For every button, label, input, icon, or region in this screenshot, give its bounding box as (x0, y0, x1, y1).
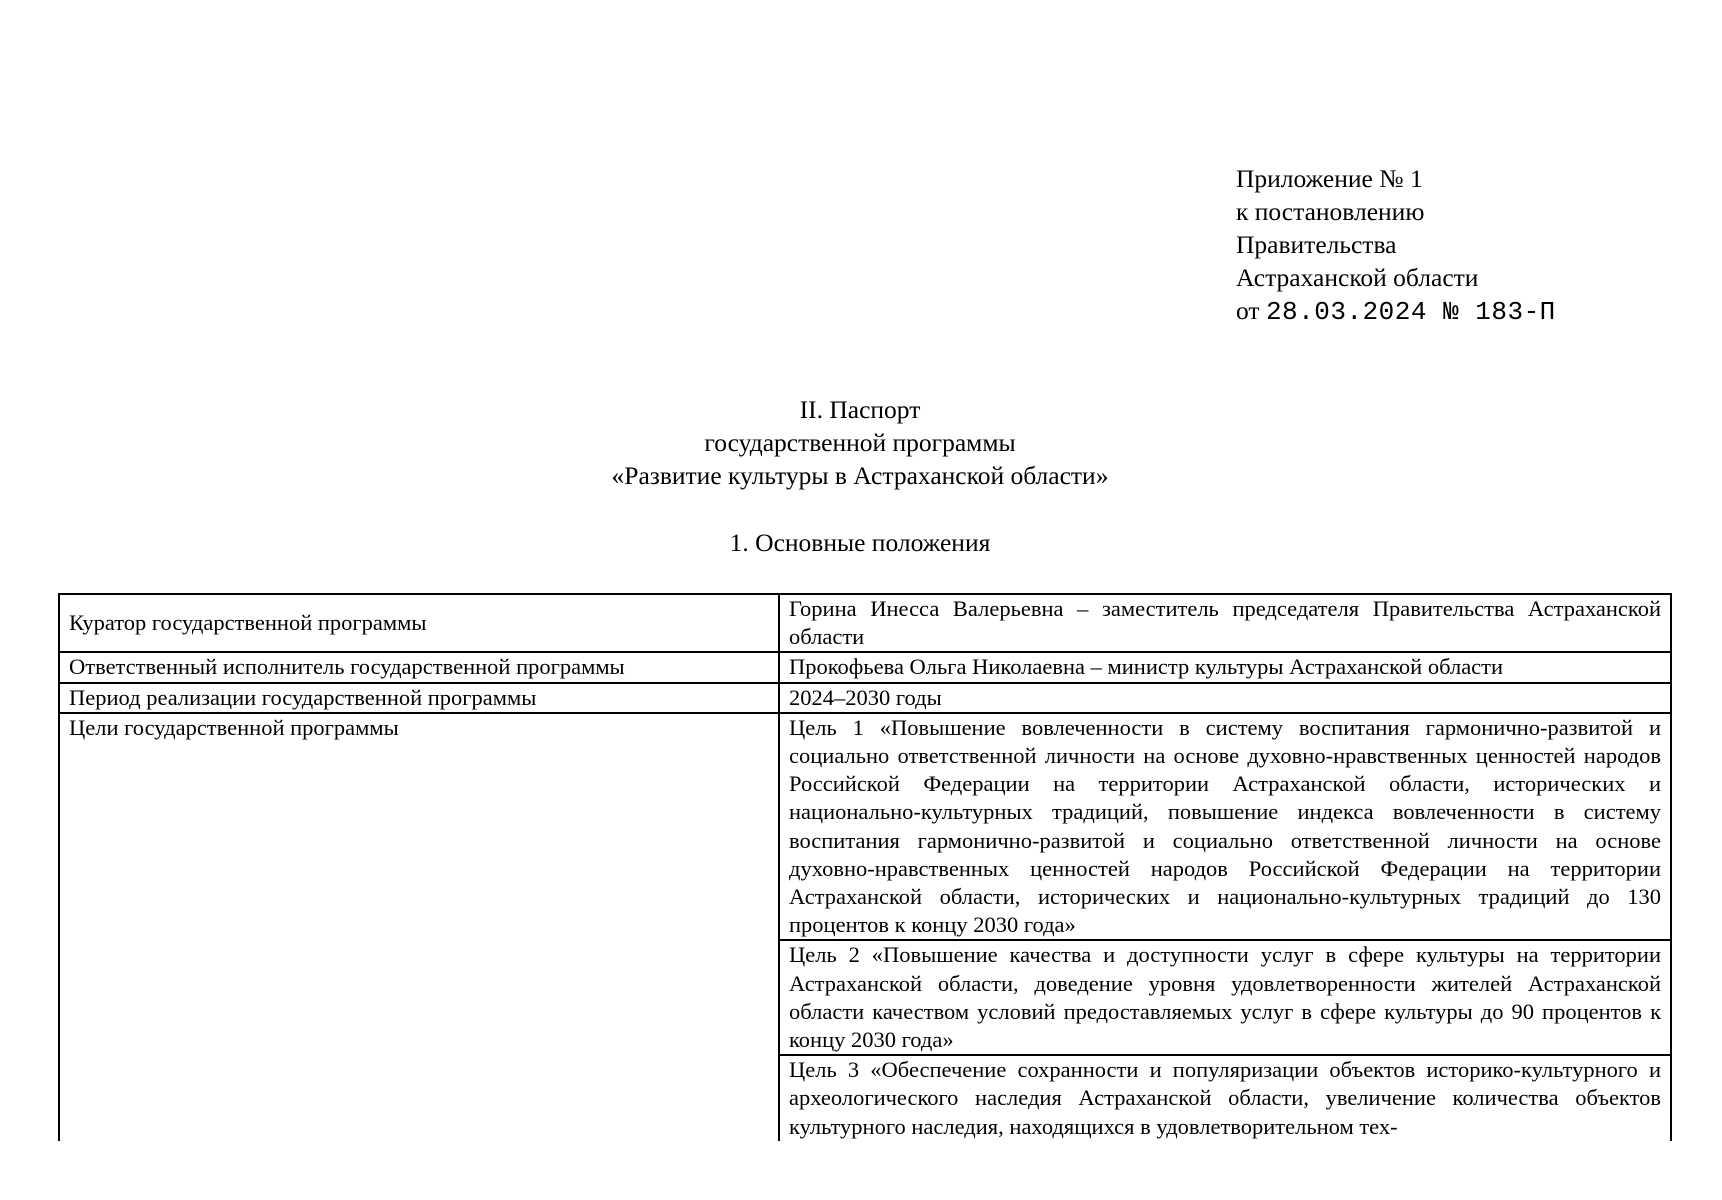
appendix-date-prefix: от (1236, 296, 1260, 325)
row-value-executor: Прокофьева Ольга Николаевна – министр культуры Астраханской области (779, 652, 1671, 682)
appendix-line-3: Правительства (1236, 230, 1397, 259)
section-title: 1. Основные положения (729, 528, 991, 557)
appendix-date-number: 28.03.2024 № 183-П (1265, 297, 1556, 327)
table-row-period (59, 683, 1671, 713)
table-row-executor (59, 652, 1671, 682)
document-title (360, 393, 1360, 492)
appendix-line-1: Приложение № 1 (1236, 164, 1423, 193)
row-label-executor: Ответственный исполнитель государственной программы (59, 652, 779, 682)
row-value-curator: Горина Инесса Валерьевна – заместитель председателя Правительства Астраханской области (779, 594, 1671, 652)
row-label-goals: Цели государственной программы (59, 713, 779, 1141)
table-row-curator (59, 594, 1671, 652)
row-value-period: 2024–2030 годы (779, 683, 1671, 713)
appendix-header (1236, 162, 1556, 329)
passport-table (58, 593, 1672, 1141)
table-row-goal-1 (59, 713, 1671, 941)
title-line-2: государственной программы (704, 428, 1016, 457)
appendix-line-2: к постановлению (1236, 197, 1425, 226)
appendix-date-line (1236, 294, 1556, 329)
goal-1-text: Цель 1 «Повышение вовлеченности в систему воспитания гармонично-развитой и социально ответственной личности на основе духовно-нравственных ценностей народов Российской Федерации на территории Астраханской области, исторических и национально-культурных традиций, повышение индекса вовлеченности в систему воспитания гармонично-развитой и социально ответственной личности на основе духовно-нравственных ценностей народов Российской Федерации на территории Астраханской области, исторических и национально-культурных традиций до 130 процентов к концу 2030 года» (779, 713, 1671, 941)
row-label-curator: Куратор государственной программы (59, 594, 779, 652)
row-label-period: Период реализации государственной программы (59, 683, 779, 713)
goal-2-text: Цель 2 «Повышение качества и доступности услуг в сфере культуры на территории Астраханской области, доведение уровня удовлетворенности жителей Астраханской области качеством условий предоставляемых услуг в сфере культуры до 90 процентов к концу 2030 года» (779, 940, 1671, 1055)
goal-3-text: Цель 3 «Обеспечение сохранности и популяризации объектов историко-культурного и археологического наследия Астраханской области, увеличение количества объектов культурного наследия, находящихся в удовлетворительном тех- (779, 1055, 1671, 1141)
title-line-1: II. Паспорт (799, 395, 921, 424)
title-line-3: «Развитие культуры в Астраханской области» (611, 461, 1109, 490)
appendix-line-4: Астраханской области (1236, 263, 1479, 292)
